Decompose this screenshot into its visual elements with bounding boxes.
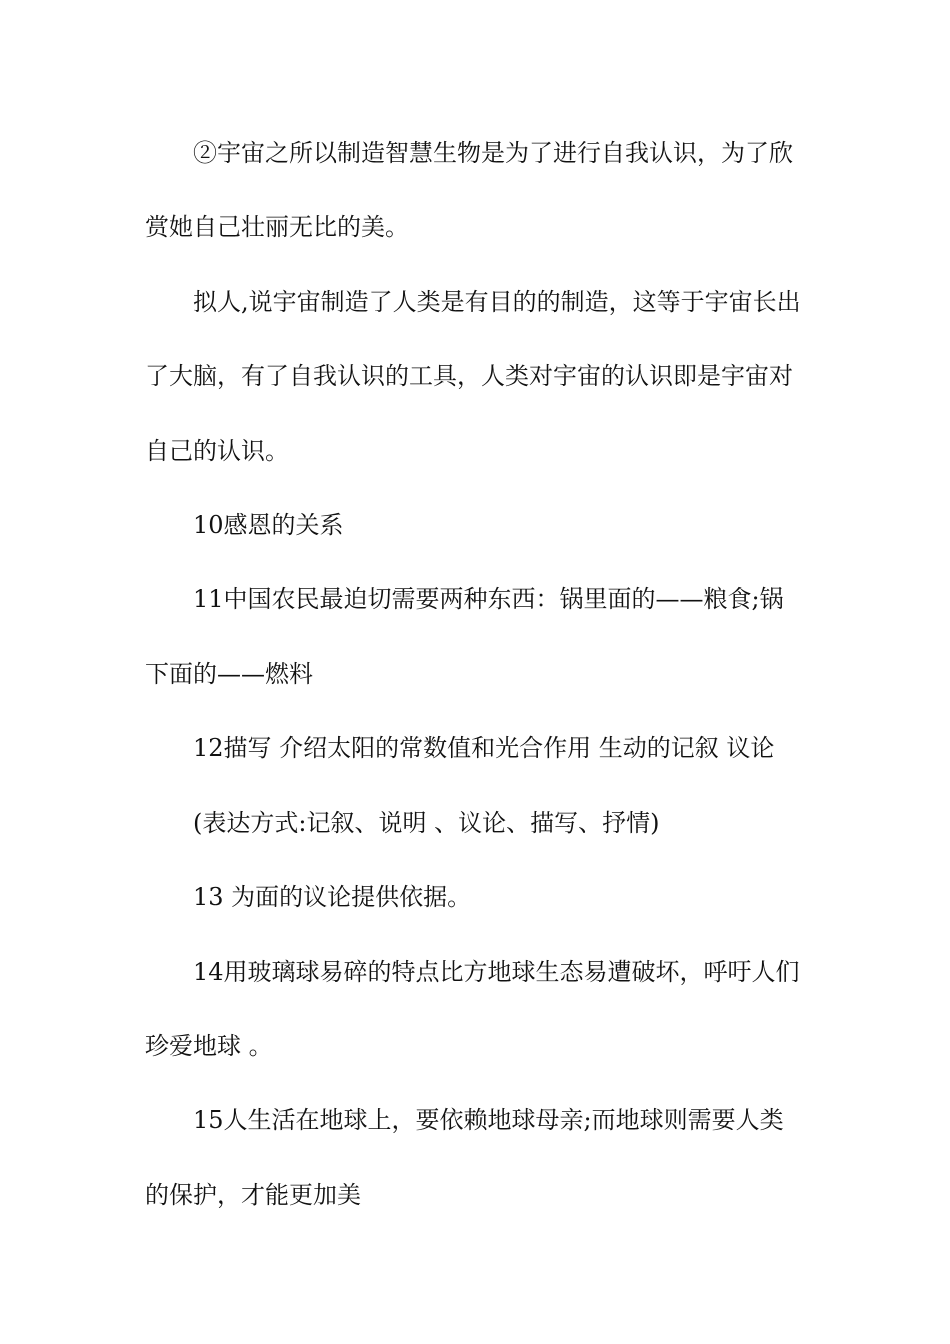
paragraph-line: 12描写 介绍太阳的常数值和光合作用 生动的记叙 议论 xyxy=(193,734,775,762)
paragraph-line: 14用玻璃球易碎的特点比方地球生态易遭破坏，呼吁人们 xyxy=(193,958,800,986)
paragraph-line: 珍爱地球 。 xyxy=(145,1032,273,1060)
paragraph-line: 自己的认识。 xyxy=(145,437,289,465)
paragraph-line: 的保护，才能更加美 xyxy=(145,1181,361,1209)
paragraph-line: 15人生活在地球上，要依赖地球母亲;而地球则需要人类 xyxy=(193,1106,784,1134)
paragraph-line: 10感恩的关系 xyxy=(193,511,344,539)
paragraph-line: 了大脑，有了自我认识的工具，人类对宇宙的认识即是宇宙对 xyxy=(145,362,793,390)
paragraph-line: 拟人,说宇宙制造了人类是有目的的制造，这等于宇宙长出 xyxy=(193,288,801,316)
paragraph-line: 11中国农民最迫切需要两种东西：锅里面的——粮食;锅 xyxy=(193,585,784,613)
paragraph-line: 13 为面的议论提供依据。 xyxy=(193,883,472,911)
paragraph-line: (表达方式:记叙、说明 、议论、描写、抒情) xyxy=(193,809,660,837)
paragraph-line: ②宇宙之所以制造智慧生物是为了进行自我认识，为了欣 xyxy=(193,139,793,167)
paragraph-line: 赏她自己壮丽无比的美。 xyxy=(145,213,409,241)
paragraph-line: 下面的——燃料 xyxy=(145,660,313,688)
